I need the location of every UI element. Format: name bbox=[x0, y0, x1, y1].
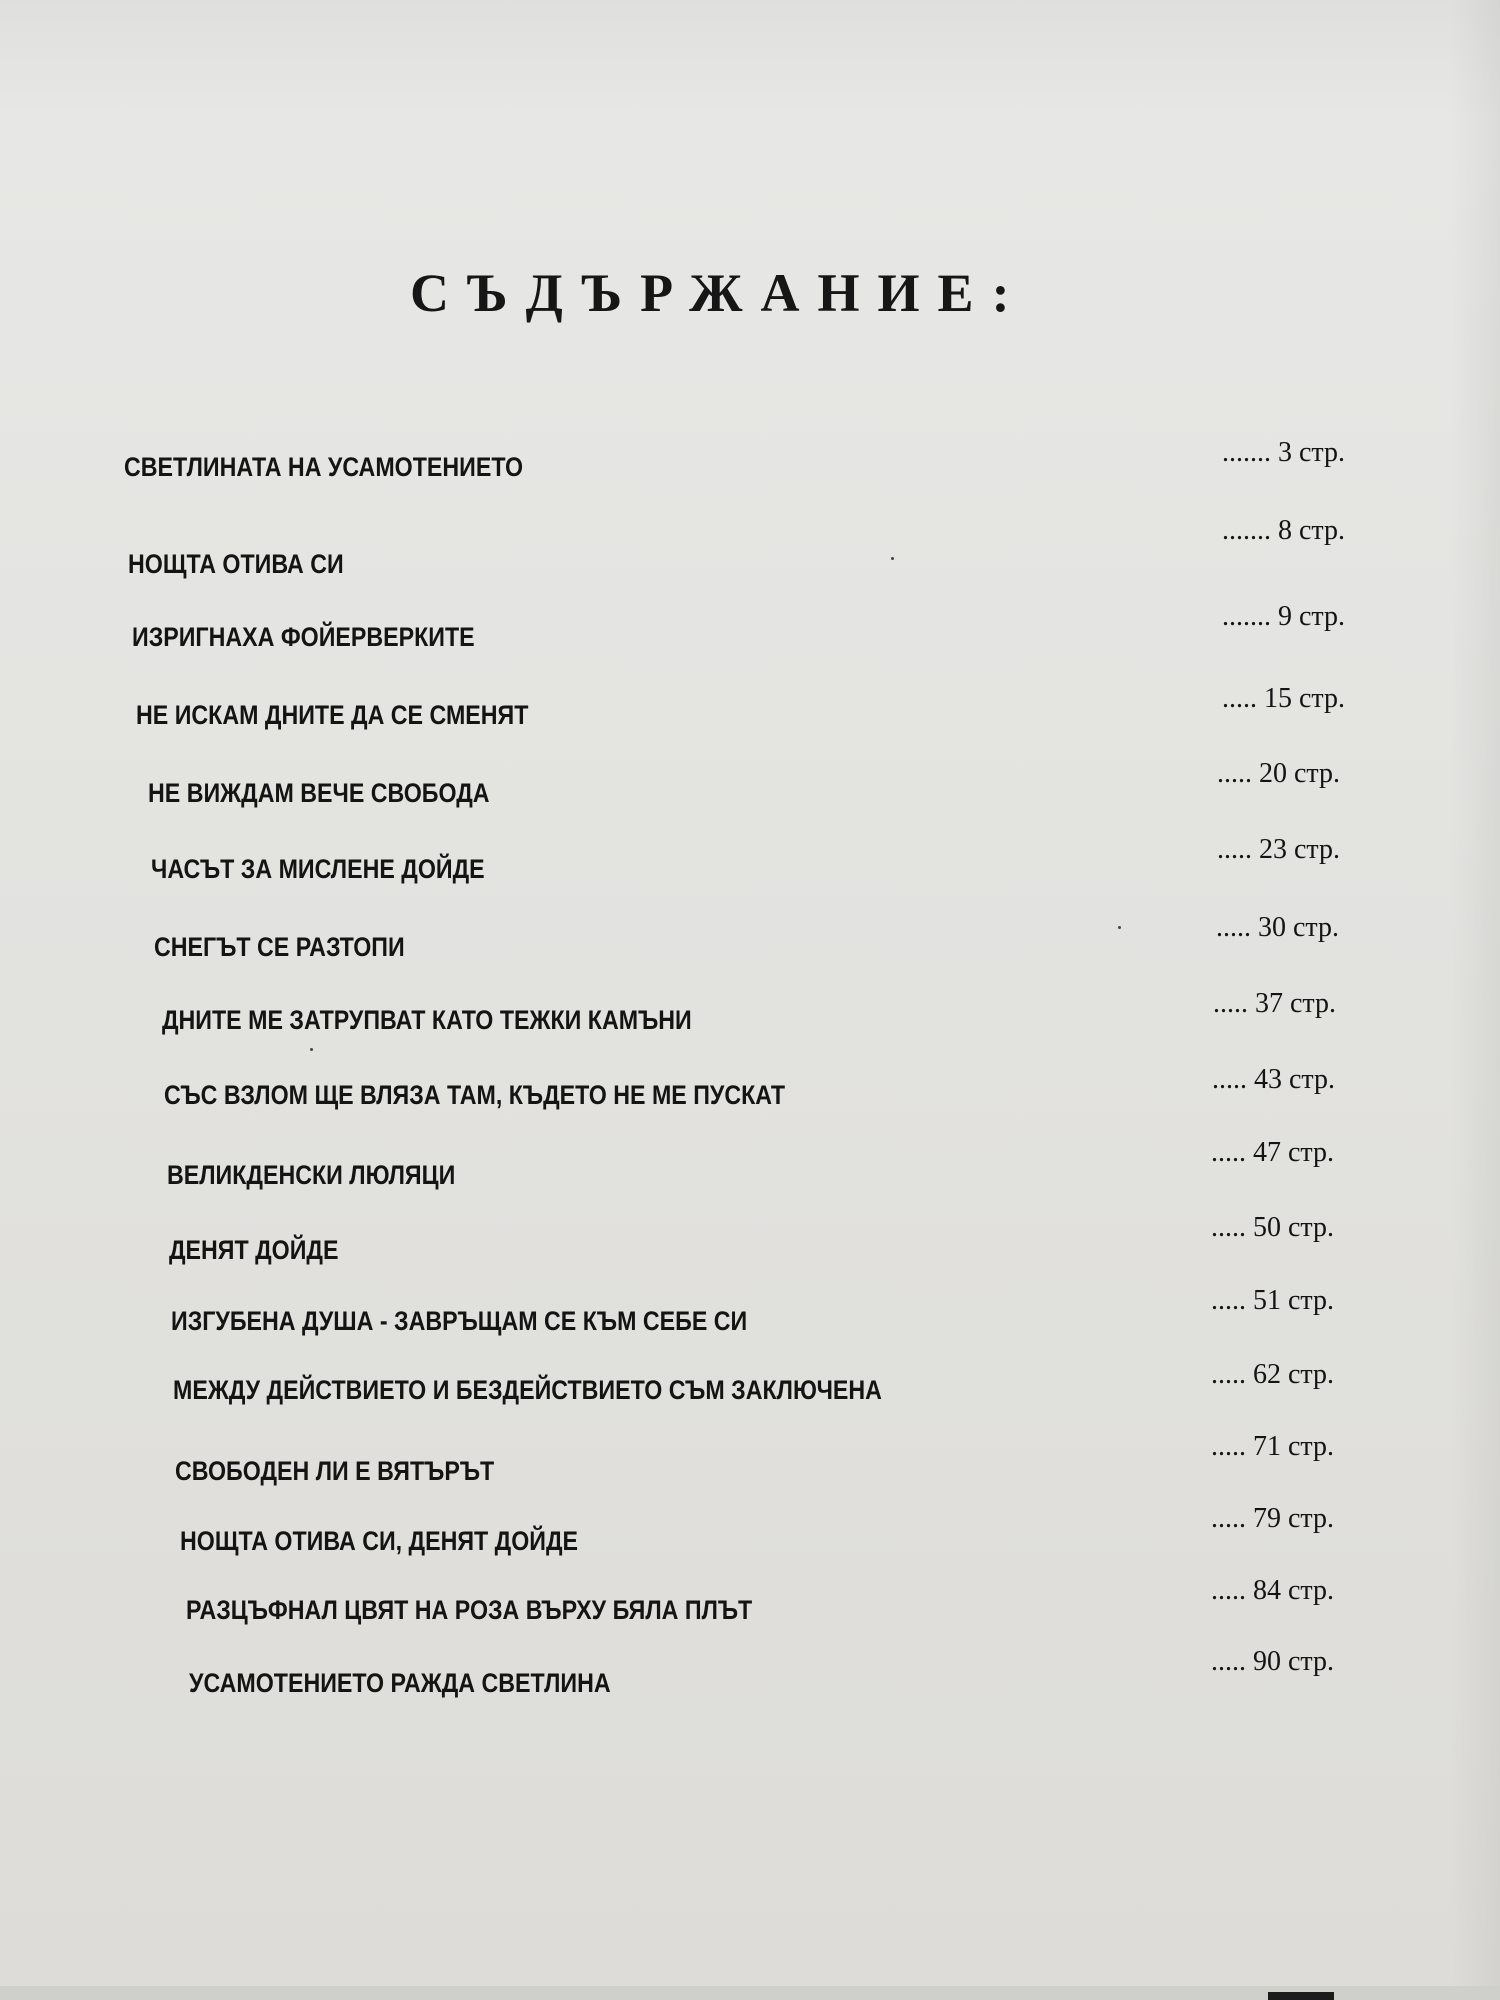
toc-entry-page-13: ..... 62 стр. bbox=[1210, 1359, 1334, 1390]
toc-entry-page-10: ..... 47 стр. bbox=[1210, 1137, 1334, 1168]
toc-entry-title-5: НЕ ВИЖДАМ ВЕЧЕ СВОБОДА bbox=[148, 778, 490, 808]
toc-entry-page-12: ..... 51 стр. bbox=[1210, 1285, 1334, 1316]
toc-entry-page-17: ..... 90 стр. bbox=[1210, 1646, 1334, 1677]
toc-entry-title-1: СВЕТЛИНАТА НА УСАМОТЕНИЕТО bbox=[124, 452, 524, 482]
toc-entry-page-1: ....... 3 стр. bbox=[1221, 437, 1345, 468]
toc-entry-title-14: СВОБОДЕН ЛИ Е ВЯТЪРЪТ bbox=[175, 1456, 495, 1486]
toc-entry-title-12: ИЗГУБЕНА ДУША - ЗАВРЪЩАМ СЕ КЪМ СЕБЕ СИ bbox=[171, 1306, 748, 1336]
toc-entry-page-4: ..... 15 стр. bbox=[1221, 683, 1345, 714]
ink-speck bbox=[891, 557, 894, 560]
bottom-edge-mark bbox=[1268, 1992, 1334, 2000]
toc-entry-title-8: ДНИТЕ МЕ ЗАТРУПВАТ КАТО ТЕЖКИ КАМЪНИ bbox=[162, 1005, 692, 1035]
toc-entry-title-16: РАЗЦЪФНАЛ ЦВЯТ НА РОЗА ВЪРХУ БЯЛА ПЛЪТ bbox=[186, 1595, 753, 1625]
ink-speck bbox=[1118, 926, 1121, 929]
toc-entry-page-9: ..... 43 стр. bbox=[1211, 1064, 1335, 1095]
toc-entry-page-8: ..... 37 стр. bbox=[1212, 988, 1336, 1019]
toc-entry-page-2: ....... 8 стр. bbox=[1221, 515, 1345, 546]
toc-entry-page-15: ..... 79 стр. bbox=[1210, 1503, 1334, 1534]
toc-entry-title-10: ВЕЛИКДЕНСКИ ЛЮЛЯЦИ bbox=[167, 1160, 456, 1190]
toc-entry-title-7: СНЕГЪТ СЕ РАЗТОПИ bbox=[154, 932, 405, 962]
toc-entry-title-4: НЕ ИСКАМ ДНИТЕ ДА СЕ СМЕНЯТ bbox=[136, 700, 529, 730]
toc-entry-title-2: НОЩТА ОТИВА СИ bbox=[128, 549, 344, 579]
ink-speck bbox=[310, 1048, 313, 1051]
toc-entry-page-5: ..... 20 стр. bbox=[1216, 758, 1340, 789]
toc-entry-title-3: ИЗРИГНАХА ФОЙЕРВЕРКИТЕ bbox=[132, 622, 475, 652]
toc-entry-page-6: ..... 23 стр. bbox=[1216, 834, 1340, 865]
toc-entry-page-11: ..... 50 стр. bbox=[1210, 1212, 1334, 1243]
toc-entry-page-16: ..... 84 стр. bbox=[1210, 1575, 1334, 1606]
page-edge bbox=[1450, 0, 1500, 2000]
toc-entry-page-3: ....... 9 стр. bbox=[1221, 601, 1345, 632]
toc-entry-title-13: МЕЖДУ ДЕЙСТВИЕТО И БЕЗДЕЙСТВИЕТО СЪМ ЗАКЛЮЧЕНА bbox=[173, 1375, 882, 1405]
toc-entry-title-11: ДЕНЯТ ДОЙДЕ bbox=[169, 1235, 339, 1265]
toc-entry-title-17: УСАМОТЕНИЕТО РАЖДА СВЕТЛИНА bbox=[189, 1668, 611, 1698]
toc-entry-title-15: НОЩТА ОТИВА СИ, ДЕНЯТ ДОЙДЕ bbox=[180, 1526, 579, 1556]
table-of-contents-title: СЪДЪРЖАНИЕ: bbox=[410, 263, 1028, 323]
toc-entry-title-6: ЧАСЪТ ЗА МИСЛЕНЕ ДОЙДЕ bbox=[151, 854, 485, 884]
page-shading bbox=[0, 0, 1500, 120]
toc-entry-page-7: ..... 30 стр. bbox=[1215, 912, 1339, 943]
toc-entry-title-9: СЪС ВЗЛОМ ЩЕ ВЛЯЗА ТАМ, КЪДЕТО НЕ МЕ ПУСКАТ bbox=[164, 1080, 786, 1110]
toc-entry-page-14: ..... 71 стр. bbox=[1210, 1431, 1334, 1462]
